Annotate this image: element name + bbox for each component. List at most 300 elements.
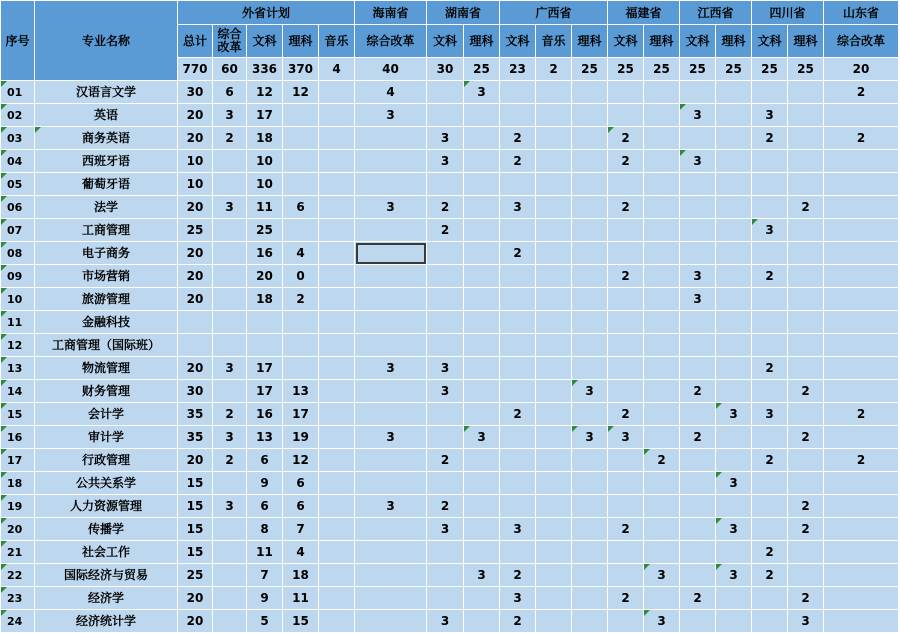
value-cell[interactable] bbox=[644, 150, 680, 173]
value-cell[interactable] bbox=[608, 610, 644, 633]
value-cell[interactable]: 3 bbox=[427, 150, 464, 173]
sub-header-cell[interactable]: 总计 bbox=[178, 25, 213, 58]
value-cell[interactable]: 3 bbox=[464, 564, 500, 587]
value-cell[interactable] bbox=[319, 311, 355, 334]
value-cell[interactable] bbox=[536, 173, 572, 196]
value-cell[interactable]: 3 bbox=[752, 403, 788, 426]
value-cell[interactable] bbox=[788, 311, 824, 334]
value-cell[interactable] bbox=[572, 242, 608, 265]
value-cell[interactable] bbox=[644, 288, 680, 311]
value-cell[interactable] bbox=[319, 104, 355, 127]
value-cell[interactable] bbox=[788, 449, 824, 472]
seq-cell[interactable]: 11 bbox=[1, 311, 35, 334]
value-cell[interactable] bbox=[500, 449, 536, 472]
value-cell[interactable]: 10 bbox=[178, 173, 213, 196]
seq-cell[interactable]: 08 bbox=[1, 242, 35, 265]
value-cell[interactable] bbox=[716, 587, 752, 610]
value-cell[interactable] bbox=[788, 127, 824, 150]
value-cell[interactable] bbox=[572, 81, 608, 104]
value-cell[interactable] bbox=[824, 541, 899, 564]
value-cell[interactable]: 15 bbox=[178, 472, 213, 495]
major-name-cell[interactable]: 电子商务 bbox=[35, 242, 178, 265]
value-cell[interactable] bbox=[319, 564, 355, 587]
value-cell[interactable] bbox=[716, 288, 752, 311]
value-cell[interactable] bbox=[427, 472, 464, 495]
value-cell[interactable] bbox=[536, 426, 572, 449]
value-cell[interactable] bbox=[824, 380, 899, 403]
value-cell[interactable] bbox=[319, 610, 355, 633]
value-cell[interactable] bbox=[319, 81, 355, 104]
major-name-cell[interactable]: 审计学 bbox=[35, 426, 178, 449]
value-cell[interactable]: 30 bbox=[178, 81, 213, 104]
value-cell[interactable] bbox=[572, 472, 608, 495]
value-cell[interactable] bbox=[355, 219, 427, 242]
value-cell[interactable] bbox=[680, 219, 716, 242]
value-cell[interactable] bbox=[644, 518, 680, 541]
value-cell[interactable]: 2 bbox=[427, 219, 464, 242]
value-cell[interactable] bbox=[355, 288, 427, 311]
value-cell[interactable]: 6 bbox=[283, 472, 319, 495]
value-cell[interactable] bbox=[680, 242, 716, 265]
value-cell[interactable] bbox=[464, 403, 500, 426]
value-cell[interactable]: 25 bbox=[178, 564, 213, 587]
value-cell[interactable] bbox=[355, 127, 427, 150]
value-cell[interactable] bbox=[427, 334, 464, 357]
value-cell[interactable] bbox=[572, 334, 608, 357]
value-cell[interactable] bbox=[752, 426, 788, 449]
value-cell[interactable] bbox=[427, 242, 464, 265]
value-cell[interactable] bbox=[536, 104, 572, 127]
major-name-cell[interactable]: 葡萄牙语 bbox=[35, 173, 178, 196]
value-cell[interactable]: 17 bbox=[247, 357, 283, 380]
value-cell[interactable] bbox=[427, 173, 464, 196]
value-cell[interactable] bbox=[464, 518, 500, 541]
value-cell[interactable] bbox=[247, 311, 283, 334]
value-cell[interactable] bbox=[788, 265, 824, 288]
value-cell[interactable] bbox=[608, 357, 644, 380]
value-cell[interactable]: 11 bbox=[247, 196, 283, 219]
value-cell[interactable] bbox=[464, 288, 500, 311]
value-cell[interactable] bbox=[608, 380, 644, 403]
value-cell[interactable] bbox=[572, 173, 608, 196]
value-cell[interactable] bbox=[464, 196, 500, 219]
value-cell[interactable]: 6 bbox=[213, 81, 247, 104]
value-cell[interactable]: 3 bbox=[716, 564, 752, 587]
value-cell[interactable] bbox=[824, 150, 899, 173]
total-cell[interactable]: 25 bbox=[572, 58, 608, 81]
value-cell[interactable]: 2 bbox=[608, 127, 644, 150]
value-cell[interactable] bbox=[644, 495, 680, 518]
value-cell[interactable] bbox=[644, 380, 680, 403]
total-cell[interactable]: 370 bbox=[283, 58, 319, 81]
value-cell[interactable] bbox=[680, 610, 716, 633]
value-cell[interactable] bbox=[608, 104, 644, 127]
value-cell[interactable]: 3 bbox=[213, 104, 247, 127]
value-cell[interactable] bbox=[644, 127, 680, 150]
value-cell[interactable]: 4 bbox=[355, 81, 427, 104]
seq-cell[interactable]: 01 bbox=[1, 81, 35, 104]
total-cell[interactable]: 60 bbox=[213, 58, 247, 81]
value-cell[interactable] bbox=[752, 288, 788, 311]
sub-header-cell[interactable]: 综合改革 bbox=[213, 25, 247, 58]
value-cell[interactable] bbox=[824, 564, 899, 587]
value-cell[interactable] bbox=[788, 104, 824, 127]
value-cell[interactable] bbox=[464, 541, 500, 564]
value-cell[interactable] bbox=[716, 81, 752, 104]
value-cell[interactable]: 2 bbox=[500, 150, 536, 173]
value-cell[interactable] bbox=[572, 518, 608, 541]
value-cell[interactable]: 18 bbox=[247, 127, 283, 150]
total-cell[interactable]: 20 bbox=[824, 58, 899, 81]
value-cell[interactable] bbox=[752, 587, 788, 610]
value-cell[interactable] bbox=[355, 518, 427, 541]
value-cell[interactable]: 3 bbox=[213, 426, 247, 449]
value-cell[interactable] bbox=[680, 81, 716, 104]
major-name-cell[interactable]: 金融科技 bbox=[35, 311, 178, 334]
value-cell[interactable]: 2 bbox=[752, 265, 788, 288]
value-cell[interactable]: 3 bbox=[500, 587, 536, 610]
value-cell[interactable] bbox=[572, 495, 608, 518]
sub-header-cell[interactable]: 文科 bbox=[427, 25, 464, 58]
value-cell[interactable] bbox=[213, 311, 247, 334]
value-cell[interactable]: 8 bbox=[247, 518, 283, 541]
total-cell[interactable]: 25 bbox=[464, 58, 500, 81]
value-cell[interactable]: 2 bbox=[500, 127, 536, 150]
seq-cell[interactable]: 03 bbox=[1, 127, 35, 150]
value-cell[interactable] bbox=[536, 334, 572, 357]
value-cell[interactable] bbox=[213, 380, 247, 403]
value-cell[interactable] bbox=[213, 610, 247, 633]
value-cell[interactable]: 10 bbox=[247, 173, 283, 196]
value-cell[interactable] bbox=[464, 380, 500, 403]
value-cell[interactable] bbox=[788, 541, 824, 564]
value-cell[interactable]: 3 bbox=[752, 104, 788, 127]
value-cell[interactable]: 10 bbox=[247, 150, 283, 173]
major-name-cell[interactable]: 国际经济与贸易 bbox=[35, 564, 178, 587]
value-cell[interactable]: 20 bbox=[178, 242, 213, 265]
value-cell[interactable]: 3 bbox=[500, 196, 536, 219]
major-name-cell[interactable]: 商务英语 bbox=[35, 127, 178, 150]
value-cell[interactable] bbox=[752, 495, 788, 518]
value-cell[interactable]: 19 bbox=[283, 426, 319, 449]
value-cell[interactable] bbox=[608, 311, 644, 334]
value-cell[interactable] bbox=[283, 334, 319, 357]
value-cell[interactable]: 35 bbox=[178, 426, 213, 449]
value-cell[interactable]: 2 bbox=[788, 196, 824, 219]
value-cell[interactable] bbox=[572, 196, 608, 219]
value-cell[interactable] bbox=[536, 311, 572, 334]
value-cell[interactable]: 16 bbox=[247, 403, 283, 426]
value-cell[interactable]: 3 bbox=[500, 518, 536, 541]
value-cell[interactable]: 20 bbox=[178, 449, 213, 472]
value-cell[interactable] bbox=[213, 219, 247, 242]
value-cell[interactable]: 2 bbox=[608, 403, 644, 426]
value-cell[interactable] bbox=[608, 81, 644, 104]
value-cell[interactable]: 2 bbox=[788, 587, 824, 610]
value-cell[interactable]: 2 bbox=[500, 242, 536, 265]
total-cell[interactable]: 25 bbox=[788, 58, 824, 81]
value-cell[interactable] bbox=[319, 449, 355, 472]
value-cell[interactable]: 6 bbox=[283, 495, 319, 518]
value-cell[interactable]: 2 bbox=[427, 495, 464, 518]
value-cell[interactable] bbox=[572, 265, 608, 288]
value-cell[interactable]: 3 bbox=[427, 610, 464, 633]
value-cell[interactable]: 15 bbox=[178, 518, 213, 541]
value-cell[interactable] bbox=[319, 242, 355, 265]
value-cell[interactable]: 3 bbox=[427, 127, 464, 150]
value-cell[interactable]: 25 bbox=[178, 219, 213, 242]
value-cell[interactable]: 5 bbox=[247, 610, 283, 633]
group-header-shandong[interactable]: 山东省 bbox=[824, 1, 899, 25]
value-cell[interactable] bbox=[464, 265, 500, 288]
value-cell[interactable] bbox=[427, 81, 464, 104]
sub-header-cell[interactable]: 理科 bbox=[464, 25, 500, 58]
value-cell[interactable] bbox=[788, 288, 824, 311]
value-cell[interactable]: 3 bbox=[355, 196, 427, 219]
value-cell[interactable] bbox=[644, 426, 680, 449]
sub-header-cell[interactable]: 理科 bbox=[572, 25, 608, 58]
value-cell[interactable] bbox=[788, 81, 824, 104]
value-cell[interactable] bbox=[788, 403, 824, 426]
seq-cell[interactable]: 02 bbox=[1, 104, 35, 127]
value-cell[interactable] bbox=[500, 472, 536, 495]
value-cell[interactable]: 2 bbox=[608, 518, 644, 541]
major-name-cell[interactable]: 西班牙语 bbox=[35, 150, 178, 173]
value-cell[interactable]: 15 bbox=[178, 495, 213, 518]
value-cell[interactable] bbox=[752, 150, 788, 173]
value-cell[interactable]: 2 bbox=[824, 127, 899, 150]
value-cell[interactable] bbox=[213, 587, 247, 610]
value-cell[interactable] bbox=[319, 403, 355, 426]
value-cell[interactable] bbox=[644, 587, 680, 610]
value-cell[interactable] bbox=[355, 449, 427, 472]
total-cell[interactable]: 25 bbox=[716, 58, 752, 81]
value-cell[interactable] bbox=[716, 334, 752, 357]
seq-cell[interactable]: 09 bbox=[1, 265, 35, 288]
value-cell[interactable] bbox=[788, 357, 824, 380]
value-cell[interactable] bbox=[427, 311, 464, 334]
value-cell[interactable]: 2 bbox=[644, 449, 680, 472]
value-cell[interactable]: 0 bbox=[283, 265, 319, 288]
value-cell[interactable]: 2 bbox=[788, 426, 824, 449]
value-cell[interactable]: 2 bbox=[213, 403, 247, 426]
value-cell[interactable] bbox=[824, 587, 899, 610]
value-cell[interactable] bbox=[464, 587, 500, 610]
value-cell[interactable] bbox=[824, 265, 899, 288]
major-name-cell[interactable]: 汉语言文学 bbox=[35, 81, 178, 104]
value-cell[interactable] bbox=[536, 288, 572, 311]
value-cell[interactable]: 3 bbox=[427, 357, 464, 380]
value-cell[interactable]: 6 bbox=[283, 196, 319, 219]
seq-cell[interactable]: 19 bbox=[1, 495, 35, 518]
value-cell[interactable] bbox=[572, 541, 608, 564]
group-header-hunan[interactable]: 湖南省 bbox=[427, 1, 500, 25]
value-cell[interactable] bbox=[500, 334, 536, 357]
total-cell[interactable]: 25 bbox=[644, 58, 680, 81]
value-cell[interactable] bbox=[536, 380, 572, 403]
major-name-cell[interactable]: 人力资源管理 bbox=[35, 495, 178, 518]
value-cell[interactable] bbox=[608, 288, 644, 311]
value-cell[interactable] bbox=[500, 541, 536, 564]
value-cell[interactable]: 3 bbox=[213, 495, 247, 518]
total-cell[interactable]: 2 bbox=[536, 58, 572, 81]
value-cell[interactable] bbox=[213, 472, 247, 495]
value-cell[interactable] bbox=[644, 334, 680, 357]
value-cell[interactable] bbox=[427, 564, 464, 587]
value-cell[interactable] bbox=[500, 426, 536, 449]
value-cell[interactable]: 2 bbox=[427, 196, 464, 219]
value-cell[interactable] bbox=[752, 610, 788, 633]
value-cell[interactable] bbox=[752, 518, 788, 541]
value-cell[interactable]: 11 bbox=[247, 541, 283, 564]
value-cell[interactable] bbox=[680, 403, 716, 426]
sub-header-cell[interactable]: 音乐 bbox=[536, 25, 572, 58]
value-cell[interactable] bbox=[536, 127, 572, 150]
value-cell[interactable]: 3 bbox=[716, 518, 752, 541]
value-cell[interactable] bbox=[319, 587, 355, 610]
value-cell[interactable] bbox=[213, 265, 247, 288]
value-cell[interactable] bbox=[572, 288, 608, 311]
value-cell[interactable]: 10 bbox=[178, 150, 213, 173]
value-cell[interactable]: 2 bbox=[500, 610, 536, 633]
value-cell[interactable] bbox=[319, 380, 355, 403]
value-cell[interactable] bbox=[536, 357, 572, 380]
value-cell[interactable] bbox=[536, 541, 572, 564]
value-cell[interactable]: 2 bbox=[213, 449, 247, 472]
value-cell[interactable] bbox=[716, 173, 752, 196]
total-cell[interactable]: 25 bbox=[752, 58, 788, 81]
value-cell[interactable] bbox=[824, 173, 899, 196]
sub-header-cell[interactable]: 音乐 bbox=[319, 25, 355, 58]
value-cell[interactable] bbox=[536, 150, 572, 173]
value-cell[interactable] bbox=[427, 426, 464, 449]
value-cell[interactable]: 20 bbox=[178, 265, 213, 288]
value-cell[interactable]: 3 bbox=[680, 104, 716, 127]
value-cell[interactable] bbox=[644, 173, 680, 196]
value-cell[interactable]: 3 bbox=[355, 104, 427, 127]
value-cell[interactable] bbox=[536, 472, 572, 495]
total-cell[interactable]: 336 bbox=[247, 58, 283, 81]
value-cell[interactable]: 2 bbox=[608, 150, 644, 173]
value-cell[interactable] bbox=[178, 334, 213, 357]
value-cell[interactable]: 2 bbox=[824, 403, 899, 426]
major-name-cell[interactable]: 工商管理 bbox=[35, 219, 178, 242]
value-cell[interactable]: 2 bbox=[752, 449, 788, 472]
major-name-cell[interactable]: 行政管理 bbox=[35, 449, 178, 472]
total-cell[interactable]: 30 bbox=[427, 58, 464, 81]
total-cell[interactable]: 23 bbox=[500, 58, 536, 81]
value-cell[interactable]: 2 bbox=[752, 541, 788, 564]
value-cell[interactable] bbox=[536, 219, 572, 242]
value-cell[interactable]: 6 bbox=[247, 449, 283, 472]
value-cell[interactable]: 3 bbox=[464, 81, 500, 104]
value-cell[interactable]: 3 bbox=[752, 219, 788, 242]
seq-cell[interactable]: 24 bbox=[1, 610, 35, 633]
value-cell[interactable] bbox=[355, 403, 427, 426]
value-cell[interactable] bbox=[500, 311, 536, 334]
value-cell[interactable] bbox=[355, 173, 427, 196]
total-cell[interactable]: 25 bbox=[680, 58, 716, 81]
value-cell[interactable] bbox=[427, 541, 464, 564]
value-cell[interactable]: 17 bbox=[247, 380, 283, 403]
value-cell[interactable] bbox=[427, 587, 464, 610]
value-cell[interactable]: 20 bbox=[178, 587, 213, 610]
value-cell[interactable]: 3 bbox=[355, 495, 427, 518]
value-cell[interactable] bbox=[355, 380, 427, 403]
value-cell[interactable] bbox=[680, 127, 716, 150]
major-name-cell[interactable]: 旅游管理 bbox=[35, 288, 178, 311]
value-cell[interactable]: 3 bbox=[213, 357, 247, 380]
value-cell[interactable] bbox=[824, 311, 899, 334]
sub-header-cell[interactable]: 文科 bbox=[247, 25, 283, 58]
value-cell[interactable] bbox=[213, 288, 247, 311]
value-cell[interactable]: 25 bbox=[247, 219, 283, 242]
value-cell[interactable] bbox=[178, 311, 213, 334]
seq-cell[interactable]: 15 bbox=[1, 403, 35, 426]
value-cell[interactable]: 2 bbox=[213, 127, 247, 150]
value-cell[interactable] bbox=[464, 219, 500, 242]
major-name-cell[interactable]: 工商管理（国际班） bbox=[35, 334, 178, 357]
value-cell[interactable] bbox=[536, 403, 572, 426]
value-cell[interactable] bbox=[536, 587, 572, 610]
value-cell[interactable] bbox=[716, 426, 752, 449]
value-cell[interactable] bbox=[283, 173, 319, 196]
value-cell[interactable] bbox=[752, 196, 788, 219]
sub-header-cell[interactable]: 理科 bbox=[716, 25, 752, 58]
value-cell[interactable] bbox=[572, 357, 608, 380]
value-cell[interactable] bbox=[464, 472, 500, 495]
value-cell[interactable] bbox=[319, 196, 355, 219]
value-cell[interactable]: 15 bbox=[178, 541, 213, 564]
value-cell[interactable]: 3 bbox=[355, 426, 427, 449]
value-cell[interactable] bbox=[824, 334, 899, 357]
value-cell[interactable]: 2 bbox=[680, 587, 716, 610]
value-cell[interactable]: 13 bbox=[283, 380, 319, 403]
value-cell[interactable]: 2 bbox=[500, 564, 536, 587]
value-cell[interactable]: 2 bbox=[283, 288, 319, 311]
value-cell[interactable]: 16 bbox=[247, 242, 283, 265]
value-cell[interactable]: 3 bbox=[716, 472, 752, 495]
value-cell[interactable]: 3 bbox=[680, 265, 716, 288]
major-name-cell[interactable]: 英语 bbox=[35, 104, 178, 127]
value-cell[interactable]: 2 bbox=[680, 426, 716, 449]
value-cell[interactable] bbox=[319, 495, 355, 518]
value-cell[interactable] bbox=[824, 472, 899, 495]
value-cell[interactable]: 17 bbox=[283, 403, 319, 426]
major-name-cell[interactable]: 法学 bbox=[35, 196, 178, 219]
value-cell[interactable]: 20 bbox=[178, 357, 213, 380]
value-cell[interactable] bbox=[752, 242, 788, 265]
value-cell[interactable]: 13 bbox=[247, 426, 283, 449]
value-cell[interactable] bbox=[680, 564, 716, 587]
value-cell[interactable] bbox=[319, 127, 355, 150]
value-cell[interactable]: 2 bbox=[608, 587, 644, 610]
seq-cell[interactable]: 20 bbox=[1, 518, 35, 541]
value-cell[interactable]: 6 bbox=[247, 495, 283, 518]
major-name-cell[interactable]: 经济学 bbox=[35, 587, 178, 610]
value-cell[interactable] bbox=[680, 472, 716, 495]
value-cell[interactable] bbox=[500, 265, 536, 288]
value-cell[interactable] bbox=[644, 541, 680, 564]
value-cell[interactable] bbox=[824, 357, 899, 380]
value-cell[interactable]: 3 bbox=[464, 426, 500, 449]
value-cell[interactable] bbox=[319, 173, 355, 196]
value-cell[interactable] bbox=[283, 127, 319, 150]
value-cell[interactable] bbox=[319, 334, 355, 357]
value-cell[interactable] bbox=[716, 150, 752, 173]
value-cell[interactable]: 2 bbox=[824, 81, 899, 104]
group-header-jiangxi[interactable]: 江西省 bbox=[680, 1, 752, 25]
